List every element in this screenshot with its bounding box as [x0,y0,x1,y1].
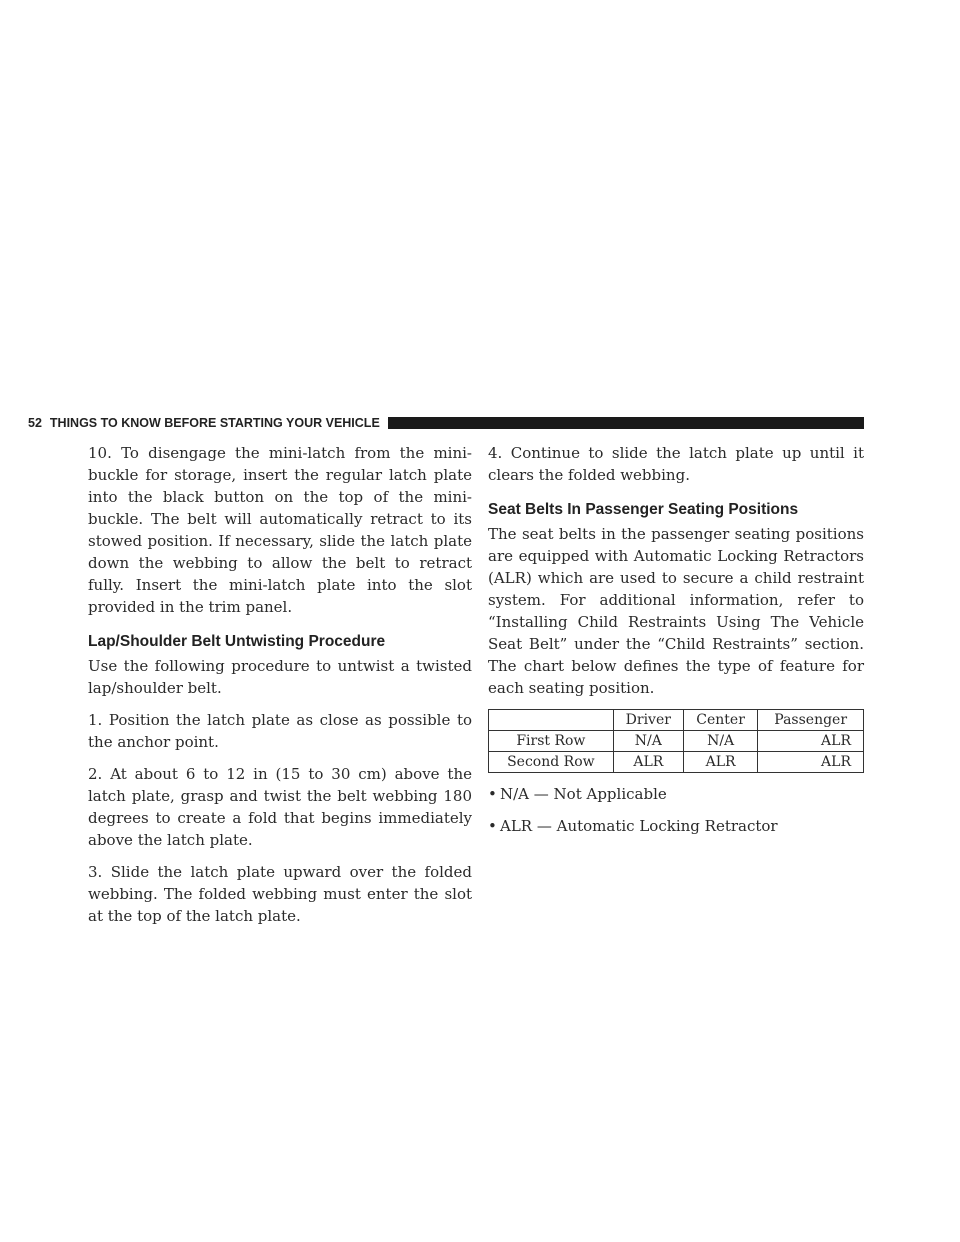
table-row [489,752,864,773]
table-cell: ALR [758,731,864,752]
table-cell: N/A [613,731,683,752]
passenger-seating-heading: Seat Belts In Passenger Seating Positions [488,501,799,518]
legend-list [488,783,864,837]
list-item-text: N/A — Not Applicable [500,785,667,803]
step-10: 10. To disengage the mini-latch from the mini-buckle for storage, insert the regular latch plate into the black button on the top of the mini-buckle. The belt will automatically retract to its stowed position. If necessary, slide the latch plate down the webbing to allow the belt to retract fully. Insert the mini-latch plate into the slot provided in the trim panel. [88,444,472,616]
header-rule [388,417,864,429]
table-cell: ALR [683,752,757,773]
untwisting-intro: Use the following procedure to untwist a twisted lap/shoulder belt. [88,657,472,697]
table-cell: ALR [758,752,864,773]
table-header-cell: Driver [613,710,683,731]
page-header [28,414,864,432]
section-title: THINGS TO KNOW BEFORE STARTING YOUR VEHICLE [49,416,380,430]
table-cell: N/A [683,731,757,752]
untwisting-heading: Lap/Shoulder Belt Untwisting Procedure [88,633,386,650]
list-item-text: ALR — Automatic Locking Retractor [500,817,778,835]
seating-position-table [488,709,864,773]
table-cell: Second Row [489,752,614,773]
table-header-cell [489,710,614,731]
table-cell: First Row [489,731,614,752]
left-column [88,442,472,937]
right-column [488,442,864,847]
table-cell: ALR [613,752,683,773]
list-item [488,783,864,805]
table-row [489,731,864,752]
passenger-seating-body: The seat belts in the passenger seating positions are equipped with Automatic Locking Retractors (ALR) which are used to secure a child restraint system. For additional information, refer to “Installing Child Restraints Using The Vehicle Seat Belt” under the “Child Restraints” section. The chart below defines the type of feature for each seating position. [488,525,864,697]
table-header-cell: Passenger [758,710,864,731]
page-number: 52 [28,416,42,430]
step-1: 1. Position the latch plate as close as possible to the anchor point. [88,711,472,751]
bullet-icon: • [488,785,497,803]
table-header-row [489,710,864,731]
bullet-icon: • [488,817,497,835]
step-2: 2. At about 6 to 12 in (15 to 30 cm) above the latch plate, grasp and twist the belt webbing 180 degrees to create a fold that begins immediately above the latch plate. [88,765,472,849]
step-3: 3. Slide the latch plate upward over the folded webbing. The folded webbing must enter the slot at the top of the latch plate. [88,863,472,925]
list-item [488,815,864,837]
step-4: 4. Continue to slide the latch plate up until it clears the folded webbing. [488,444,864,484]
table-header-cell: Center [683,710,757,731]
